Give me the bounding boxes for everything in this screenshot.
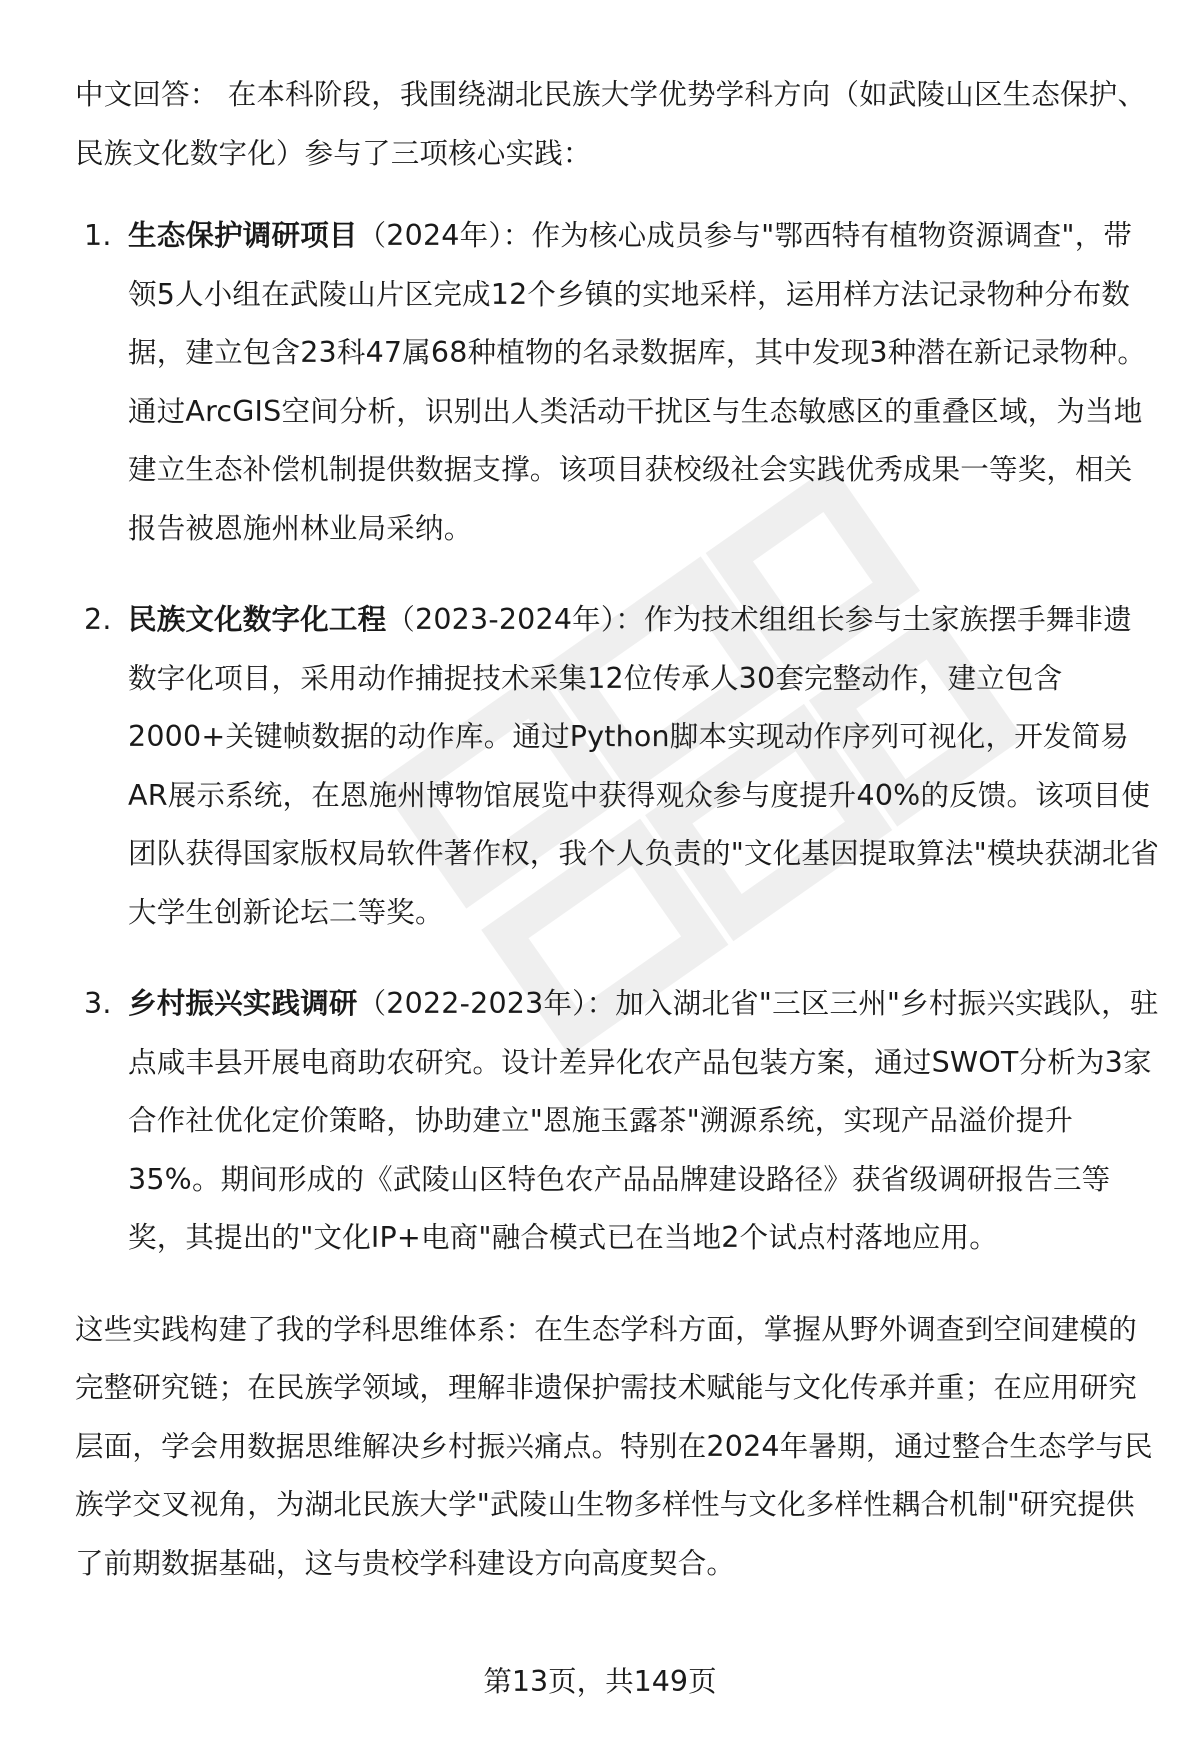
list-item-body: （2022-2023年）：加入湖北省"三区三州"乡村振兴实践队，驻点咸丰县开展电商助农研究。设计差异化农产品包装方案，通过SWOT分析为3家合作社优化定价策略，协助建立"恩施玉露茶"溯源系统，实现产品溢价提升35%。期间形成的《武陵山区特色农产品品牌建设路径》获省级调研报告三等奖，其提出的"文化IP+电商"融合模式已在当地2个试点村落地应用。 [128, 987, 1159, 1254]
list-item-number: 1. [84, 219, 112, 252]
intro-paragraph: 中文回答： 在本科阶段，我围绕湖北民族大学优势学科方向（如武陵山区生态保护、民族文化数字化）参与了三项核心实践： [75, 78, 1147, 170]
document-body [75, 66, 1160, 1593]
practice-list [75, 207, 1160, 1268]
list-item [75, 591, 1160, 942]
page-number: 第13页，共149页 [483, 1665, 717, 1698]
list-item-title: 生态保护调研项目 [128, 219, 358, 252]
list-item [75, 975, 1160, 1268]
list-item-number: 2. [84, 603, 112, 636]
list-item-body: （2023-2024年）：作为技术组组长参与土家族摆手舞非遗数字化项目，采用动作捕捉技术采集12位传承人30套完整动作，建立包含2000+关键帧数据的动作库。通过Python脚本实现动作序列可视化，开发简易AR展示系统，在恩施州博物馆展览中获得观众参与度提升40%的反馈。该项目使团队获得国家版权局软件著作权，我个人负责的"文化基因提取算法"模块获湖北省大学生创新论坛二等奖。 [128, 603, 1160, 929]
list-item-number: 3. [84, 987, 112, 1020]
list-item-title: 乡村振兴实践调研 [128, 987, 358, 1020]
list-item-body: （2024年）：作为核心成员参与"鄂西特有植物资源调查"，带领5人小组在武陵山片区完成12个乡镇的实地采样，运用样方法记录物种分布数据，建立包含23科47属68种植物的名录数据库，其中发现3种潜在新记录物种。通过ArcGIS空间分析，识别出人类活动干扰区与生态敏感区的重叠区域，为当地建立生态补偿机制提供数据支撑。该项目获校级社会实践优秀成果一等奖，相关报告被恩施州林业局采纳。 [128, 219, 1147, 545]
list-item [75, 207, 1160, 558]
summary-paragraph: 这些实践构建了我的学科思维体系：在生态学科方面，掌握从野外调查到空间建模的完整研究链；在民族学领域，理解非遗保护需技术赋能与文化传承并重；在应用研究层面，学会用数据思维解决乡村振兴痛点。特别在2024年暑期，通过整合生态学与民族学交叉视角，为湖北民族大学"武陵山生物多样性与文化多样性耦合机制"研究提供了前期数据基础，这与贵校学科建设方向高度契合。 [75, 1312, 1153, 1580]
list-item-title: 民族文化数字化工程 [128, 603, 387, 636]
